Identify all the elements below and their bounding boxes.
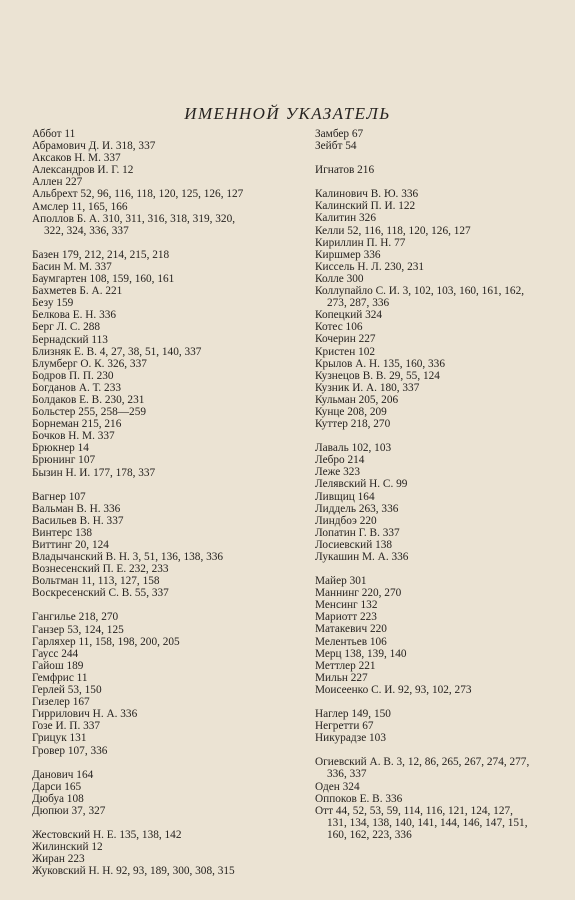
index-entry: 160, 162, 223, 336 [327, 828, 412, 841]
index-entry: Гарляхер 11, 158, 198, 200, 205 [32, 635, 180, 648]
index-entry: Гайош 189 [32, 659, 84, 672]
index-entry: 322, 324, 336, 337 [44, 224, 129, 237]
index-entry: Оден 324 [315, 780, 360, 793]
index-entry: Жестовский Н. Е. 135, 138, 142 [32, 828, 182, 841]
index-entry: Калинович В. Ю. 336 [315, 188, 419, 201]
index-entry: Жилинский 12 [32, 841, 103, 854]
index-entry: Киссель Н. Л. 230, 231 [315, 260, 425, 273]
index-entry: Копецкий 324 [315, 309, 383, 322]
index-entry: Амслер 11, 165, 166 [32, 200, 128, 213]
index-entry: Бочков Н. М. 337 [32, 430, 115, 443]
page-title: ИМЕННОЙ УКАЗАТЕЛЬ [184, 104, 391, 123]
index-column-left [32, 128, 294, 889]
index-entry: Маннинг 220, 270 [315, 587, 402, 600]
index-entry: Борнеман 215, 216 [32, 418, 122, 431]
index-entry: Вознесенский П. Е. 232, 233 [32, 563, 169, 576]
index-entry: Гровер 107, 336 [32, 744, 108, 757]
index-letter-group [32, 769, 294, 817]
index-entry: Гозе И. П. 337 [32, 720, 101, 733]
index-entry: Гизелер 167 [32, 696, 90, 709]
index-entry: Коллупайло С. И. 3, 102, 103, 160, 161, 162, [315, 285, 525, 298]
index-entry: Бернадский 113 [32, 333, 108, 346]
index-entry: Игнатов 216 [315, 164, 375, 177]
index-entry: Лаваль 102, 103 [315, 442, 392, 455]
index-entry: Басин М. М. 337 [32, 260, 112, 273]
index-entry: Жуковский Н. Н. 92, 93, 189, 300, 308, 315 [32, 865, 235, 878]
index-entry: Базен 179, 212, 214, 215, 218 [32, 248, 170, 261]
index-entry: Ливщиц 164 [315, 490, 375, 503]
index-entry: Линдбоэ 220 [315, 514, 377, 527]
index-entry: Грицук 131 [32, 732, 87, 745]
index-entry: 336, 337 [327, 768, 367, 781]
index-letter-group [32, 128, 294, 237]
index-letter-group [32, 829, 294, 877]
index-entry: Гаусс 244 [32, 647, 79, 660]
index-letter-group [315, 756, 565, 841]
index-entry: 131, 134, 138, 140, 141, 144, 146, 147, 151, [327, 816, 528, 829]
index-entry: Лиддель 263, 336 [315, 502, 399, 515]
index-entry: Гемфрис 11 [32, 671, 88, 684]
index-entry: Киршмер 336 [315, 248, 381, 261]
index-entry: Кочерин 227 [315, 333, 376, 346]
index-entry: Берг Л. С. 288 [32, 321, 101, 334]
index-entry: Близняк Е. В. 4, 27, 38, 51, 140, 337 [32, 345, 202, 358]
index-entry: Майер 301 [315, 575, 367, 588]
index-entry: 273, 287, 336 [327, 297, 390, 310]
index-letter-group [32, 249, 294, 479]
index-entry: Бодров П. П. 230 [32, 369, 114, 382]
index-entry: Мильн 227 [315, 671, 368, 684]
index-entry: Баумгартен 108, 159, 160, 161 [32, 273, 175, 286]
index-letter-group [315, 164, 565, 176]
index-entry: Оппоков Е. В. 336 [315, 792, 403, 805]
index-entry: Мерц 138, 139, 140 [315, 647, 407, 660]
index-entry: Отт 44, 52, 53, 59, 114, 116, 121, 124, 127, [315, 804, 513, 817]
index-entry: Вольтман 11, 113, 127, 158 [32, 575, 160, 588]
index-entry: Брюкнер 14 [32, 442, 89, 455]
index-entry: Блумберг О. К. 326, 337 [32, 357, 147, 370]
index-entry: Меттлер 221 [315, 659, 376, 672]
index-entry: Кристен 102 [315, 345, 376, 358]
index-letter-group [315, 442, 565, 563]
index-entry: Богданов А. Т. 233 [32, 381, 121, 394]
index-entry: Крылов А. Н. 135, 160, 336 [315, 357, 445, 370]
index-entry: Леже 323 [315, 466, 361, 479]
index-entry: Владычанский В. Н. 3, 51, 136, 138, 336 [32, 551, 224, 564]
index-entry: Аббот 11 [32, 128, 76, 140]
index-entry: Замбер 67 [315, 128, 364, 140]
index-entry: Бахметев Б. А. 221 [32, 285, 123, 298]
index-entry: Ганзер 53, 124, 125 [32, 623, 124, 636]
index-entry: Менсинг 132 [315, 599, 378, 612]
index-entry: Наглер 149, 150 [315, 708, 391, 721]
index-entry: Лелявский Н. С. 99 [315, 478, 408, 491]
index-entry: Альбрехт 52, 96, 116, 118, 120, 125, 126, 127 [32, 188, 244, 201]
index-entry: Зейбт 54 [315, 140, 357, 153]
index-entry: Абрамович Д. И. 318, 337 [32, 140, 156, 153]
index-entry: Колле 300 [315, 272, 364, 285]
index-entry: Гангилье 218, 270 [32, 611, 119, 624]
index-entry: Дарси 165 [32, 780, 82, 793]
index-entry: Кузник И. А. 180, 337 [315, 381, 420, 394]
index-letter-group [315, 188, 565, 430]
index-entry: Дюбуа 108 [32, 792, 84, 805]
index-entry: Винтерс 138 [32, 526, 93, 539]
index-entry: Жиран 223 [32, 853, 85, 866]
index-entry: Калитин 326 [315, 212, 376, 225]
index-entry: Болдаков Е. В. 230, 231 [32, 393, 145, 406]
index-letter-group [315, 575, 565, 696]
index-letter-group [32, 611, 294, 756]
index-entry: Лопатин Г. В. 337 [315, 526, 400, 539]
index-entry: Мариотт 223 [315, 611, 377, 624]
index-entry: Лосиевский 138 [315, 538, 393, 551]
index-entry: Воскресенский С. В. 55, 337 [32, 587, 169, 600]
index-entry: Куттер 218, 270 [315, 418, 391, 431]
index-entry: Александров И. Г. 12 [32, 164, 134, 177]
index-entry: Виттинг 20, 124 [32, 539, 109, 551]
index-entry: Калинский П. И. 122 [315, 200, 416, 213]
index-entry: Данович 164 [32, 768, 94, 781]
index-column-right [315, 128, 565, 853]
index-entry: Матакевич 220 [315, 623, 387, 636]
index-entry: Никурадзе 103 [315, 732, 386, 745]
index-entry: Брюнинг 107 [32, 454, 96, 467]
index-entry: Белкова Е. Н. 336 [32, 309, 117, 322]
index-letter-group [315, 708, 565, 744]
index-entry: Больстер 255, 258—259 [32, 406, 146, 419]
index-entry: Моисеенко С. И. 92, 93, 102, 273 [315, 683, 472, 696]
index-entry: Лукашин М. А. 336 [315, 551, 409, 563]
index-entry: Гиррилович Н. А. 336 [32, 708, 138, 721]
index-entry: Аполлов Б. А. 310, 311, 316, 318, 319, 320, [32, 212, 236, 225]
index-entry: Келли 52, 116, 118, 120, 126, 127 [315, 224, 471, 237]
index-entry: Кунце 208, 209 [315, 405, 387, 418]
index-entry: Вальман В. Н. 336 [32, 502, 121, 515]
index-letter-group [32, 491, 294, 600]
index-entry: Лебро 214 [315, 454, 365, 467]
index-entry: Кириллин П. Н. 77 [315, 236, 406, 249]
index-entry: Огиевский А. В. 3, 12, 86, 265, 267, 274, 277, [315, 756, 530, 769]
index-entry: Вагнер 107 [32, 490, 86, 503]
index-entry: Бызин Н. И. 177, 178, 337 [32, 466, 156, 479]
index-entry: Котес 106 [315, 321, 363, 334]
index-entry: Герлей 53, 150 [32, 684, 102, 697]
index-letter-group [315, 128, 565, 152]
index-entry: Кузнецов В. В. 29, 55, 124 [315, 369, 440, 382]
index-entry: Аллен 227 [32, 176, 83, 189]
index-entry: Васильев В. Н. 337 [32, 514, 124, 527]
index-entry: Мелентьев 106 [315, 635, 387, 648]
index-entry: Дюпюи 37, 327 [32, 804, 106, 817]
index-entry: Аксаков Н. М. 337 [32, 152, 121, 165]
index-entry: Негретти 67 [315, 720, 374, 733]
index-entry: Безу 159 [32, 297, 74, 310]
index-entry: Кульман 205, 206 [315, 393, 399, 406]
